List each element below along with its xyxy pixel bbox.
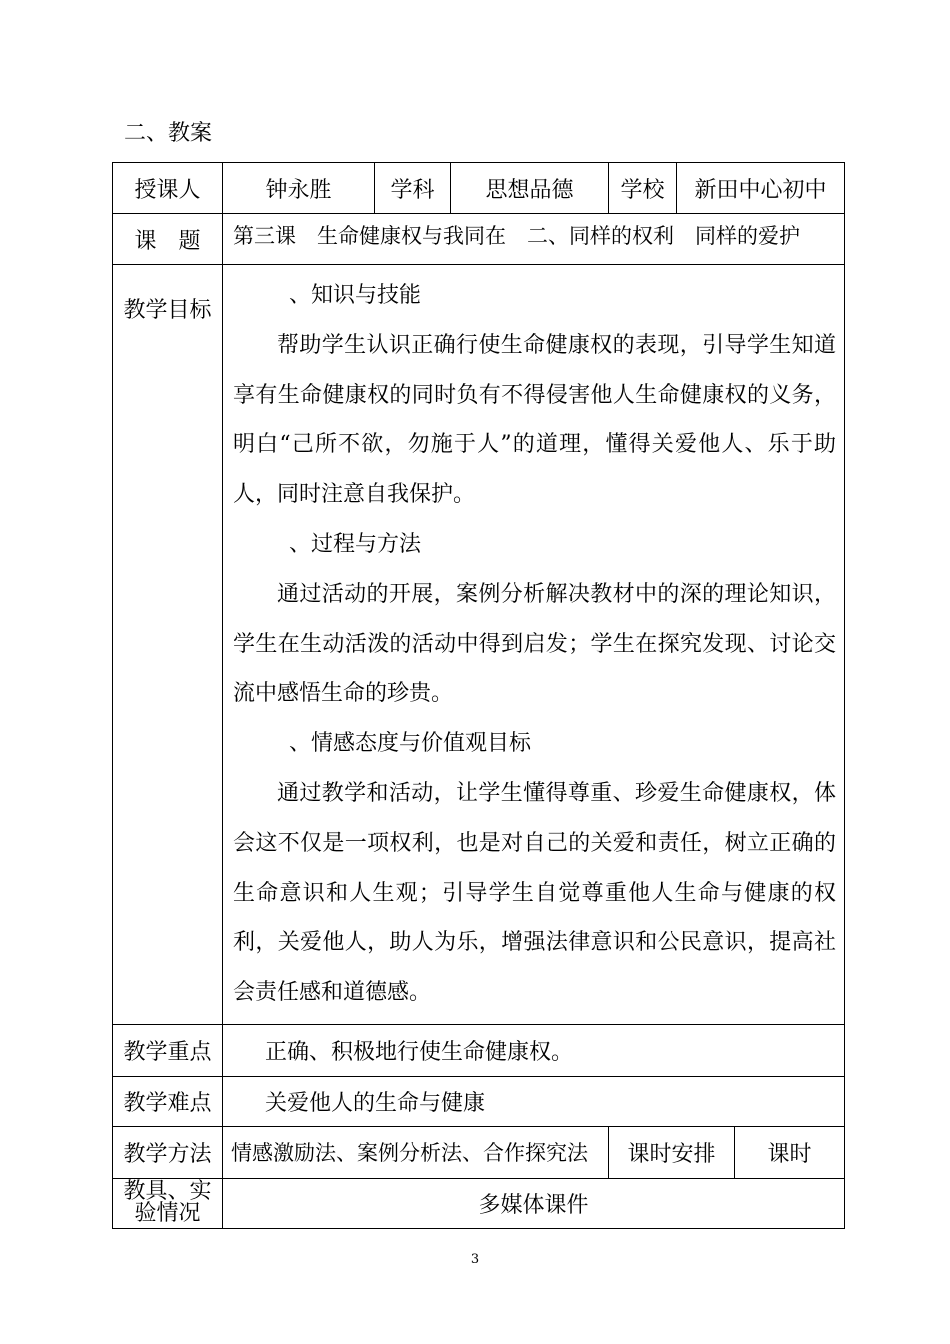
- difficulty-value: 关爱他人的生命与健康: [223, 1076, 845, 1126]
- teacher-name: 钟永胜: [223, 163, 375, 214]
- method-label: 教学方法: [113, 1126, 223, 1178]
- method-value: 情感激励法、案例分析法、合作探究法: [223, 1126, 609, 1178]
- goals-label: 教学目标: [113, 265, 223, 1025]
- goals-row: [113, 265, 845, 1025]
- goal-heading-process: 、过程与方法: [289, 531, 422, 557]
- info-row: [113, 163, 845, 214]
- goal-text-process: 通过活动的开展，案例分析解决教材中的深的理论知识，学生在生动活泼的活动中得到启发；学生在探究发现、讨论交流中感悟生命的珍贵。: [233, 581, 837, 707]
- equipment-label: 教具、实验情况: [113, 1178, 223, 1228]
- subject-label: 学科: [375, 163, 451, 214]
- school-value: 新田中心初中: [677, 163, 845, 214]
- subject-value: 思想品德: [451, 163, 609, 214]
- difficulty-row: [113, 1076, 845, 1126]
- key-point-label: 教学重点: [113, 1024, 223, 1076]
- difficulty-label: 教学难点: [113, 1076, 223, 1126]
- key-point-row: [113, 1024, 845, 1076]
- goal-text-knowledge: 帮助学生认识正确行使生命健康权的表现，引导学生知道享有生命健康权的同时负有不得侵害他人生命健康权的义务，明白“己所不欲，勿施于人”的道理，懂得关爱他人、乐于助人，同时注意自我保护。: [233, 332, 837, 508]
- goal-heading-knowledge: 、知识与技能: [289, 283, 422, 308]
- section-heading: 二、教案: [124, 121, 213, 146]
- schedule-label: 课时安排: [609, 1126, 735, 1178]
- key-point-value: 正确、积极地行使生命健康权。: [223, 1024, 845, 1076]
- equipment-value: 多媒体课件: [223, 1178, 845, 1228]
- topic-value: 第三课 生命健康权与我同在 二、同样的权利 同样的爱护: [223, 214, 845, 265]
- topic-label: 课 题: [113, 214, 223, 265]
- equipment-row: [113, 1178, 845, 1228]
- goals-content: [223, 265, 845, 1025]
- goal-text-emotion: 通过教学和活动，让学生懂得尊重、珍爱生命健康权，体会这不仅是一项权利，也是对自己的关爱和责任，树立正确的生命意识和人生观；引导学生自觉尊重他人生命与健康的权利，关爱他人，助人为乐，增强法律意识和公民意识，提高社会责任感和道德感。: [233, 780, 837, 1006]
- topic-row: [113, 214, 845, 265]
- method-row: [113, 1126, 845, 1178]
- teacher-label: 授课人: [113, 163, 223, 214]
- goal-heading-emotion: 、情感态度与价值观目标: [289, 731, 532, 757]
- schedule-value: 课时: [735, 1126, 845, 1178]
- lesson-plan-table: [112, 162, 845, 1229]
- page-number: 3: [470, 1252, 480, 1267]
- school-label: 学校: [609, 163, 677, 214]
